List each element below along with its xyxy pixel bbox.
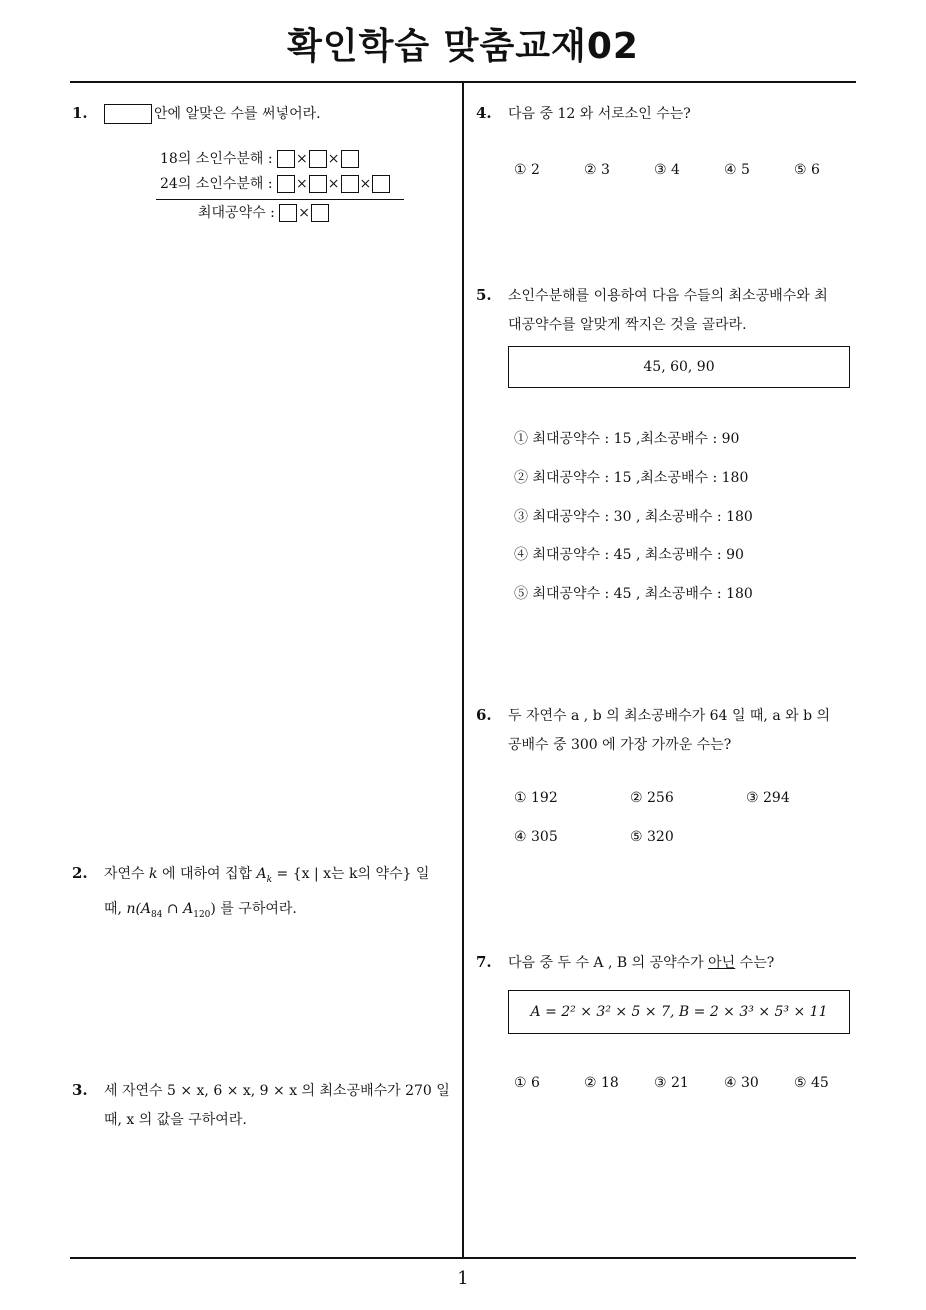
q7-choice-2[interactable]: ② 18 [584,1075,619,1091]
q5-line1: 소인수분해를 이용하여 다음 수들의 최소공배수와 최 [508,288,828,304]
q5-choice-1[interactable]: ① 최대공약수 : 15 ,최소공배수 : 90 [514,431,740,447]
blank-box [309,150,327,168]
q3-number: 3. [72,1081,88,1099]
blank-box [341,175,359,193]
q7-choice-4[interactable]: ④ 30 [724,1075,759,1091]
q5-number-box: 45, 60, 90 [508,346,850,388]
q7-expression-box: A = 2² × 3² × 5 × 7, B = 2 × 3³ × 5³ × 11 [508,990,850,1034]
q5-choice-2[interactable]: ② 최대공약수 : 15 ,최소공배수 : 180 [514,470,749,486]
q7-text [508,949,774,978]
blank-box [277,175,295,193]
q7-text-b: 수는? [739,955,775,971]
times-sign: × [298,205,310,221]
q5-line2: 대공약수를 알맞게 짝지은 것을 골라라. [508,317,747,333]
q4-choice-5[interactable]: ⑤ 6 [794,162,820,178]
q7-choice-3[interactable]: ③ 21 [654,1075,689,1091]
q1-row-18 [160,148,359,170]
q6-choice-4[interactable]: ④ 305 [514,829,558,845]
times-sign: × [327,176,340,192]
q5-choice-3[interactable]: ③ 최대공약수 : 30 , 최소공배수 : 180 [514,509,753,525]
page-title: 확인학습 맞춤교재02 [287,26,639,67]
times-sign: × [296,176,308,192]
q6-choice-1[interactable]: ① 192 [514,790,558,806]
q2-set-name: $A_k$ [256,866,273,885]
q7-choice-1[interactable]: ① 6 [514,1075,540,1091]
blank-box [341,150,359,168]
q4-choice-4[interactable]: ④ 5 [724,162,750,178]
q4-choice-2[interactable]: ② 3 [584,162,610,178]
q5-text [508,282,828,340]
q7-choice-5[interactable]: ⑤ 45 [794,1075,829,1091]
q5-choice-4[interactable]: ④ 최대공약수 : 45 , 최소공배수 : 90 [514,547,744,563]
q7-underlined: 아닌 [708,955,736,971]
q2-sub84: 84 [151,909,163,920]
page-number: 1 [457,1268,469,1289]
q5-number: 5. [476,286,492,304]
blank-box [311,204,329,222]
q6-number: 6. [476,706,492,724]
times-sign: × [296,151,308,167]
q3-text [104,1077,450,1135]
blank-box [279,204,297,222]
q2-close: ) [210,900,216,917]
q3-line1: 세 자연수 5 × x, 6 × x, 9 × x 의 최소공배수가 270 일 [104,1083,450,1099]
q6-choice-5[interactable]: ⑤ 320 [630,829,674,845]
q4-choice-1[interactable]: ① 2 [514,162,540,178]
blank-box [372,175,390,193]
column-divider [462,82,464,1258]
q1-text [104,100,321,129]
q4-text: 다음 중 12 와 서로소인 수는? [508,106,691,122]
times-sign: × [327,151,340,167]
q1-rule [156,199,404,200]
q2-number: 2. [72,864,88,882]
q6-text [508,702,830,760]
q3-line2: 때, x 의 값을 구하여라. [104,1112,247,1128]
q4-number: 4. [476,104,492,122]
q7-text-a: 다음 중 두 수 A , B 의 공약수가 [508,955,704,971]
q1-prompt: 안에 알맞은 수를 써넣어라. [154,106,321,122]
q1-row-24-label: 24의 소인수분해 : [160,176,273,192]
blank-box [309,175,327,193]
q2-text-b: 에 대하여 집합 [161,866,253,882]
times-sign: × [359,176,372,192]
q4-choice-3[interactable]: ③ 4 [654,162,680,178]
q1-row-gcd [198,202,329,224]
q6-line1: 두 자연수 a , b 의 최소공배수가 64 일 때, a 와 b 의 [508,708,831,724]
q2-text [104,860,429,930]
bottom-rule [70,1257,856,1259]
q2-cap: ∩ A [162,900,194,917]
q6-choice-2[interactable]: ② 256 [630,790,674,806]
q2-sub120: 120 [193,909,211,920]
q1-gcd-label: 최대공약수 : [198,205,275,221]
q2-line2-a: 때, [104,900,122,917]
q1-row-24 [160,173,390,195]
q6-line2: 공배수 중 300 에 가장 가까운 수는? [508,737,732,753]
blank-box [277,150,295,168]
q1-row-18-label: 18의 소인수분해 : [160,151,273,167]
q1-answer-box [104,104,152,124]
q6-choice-3[interactable]: ③ 294 [746,790,790,806]
q5-choice-5[interactable]: ⑤ 최대공약수 : 45 , 최소공배수 : 180 [514,586,753,602]
q2-text-a: 자연수 [104,866,145,882]
q2-k: k [149,866,158,882]
q1-number: 1. [72,104,88,122]
q2-text-c: 일 [415,866,430,882]
q2-set-expr: = {x | x는 k의 약수} [276,866,412,882]
q2-n-expr: n(A [126,900,152,917]
q7-number: 7. [476,953,492,971]
q2-line2-b: 를 구하여라. [220,900,297,917]
